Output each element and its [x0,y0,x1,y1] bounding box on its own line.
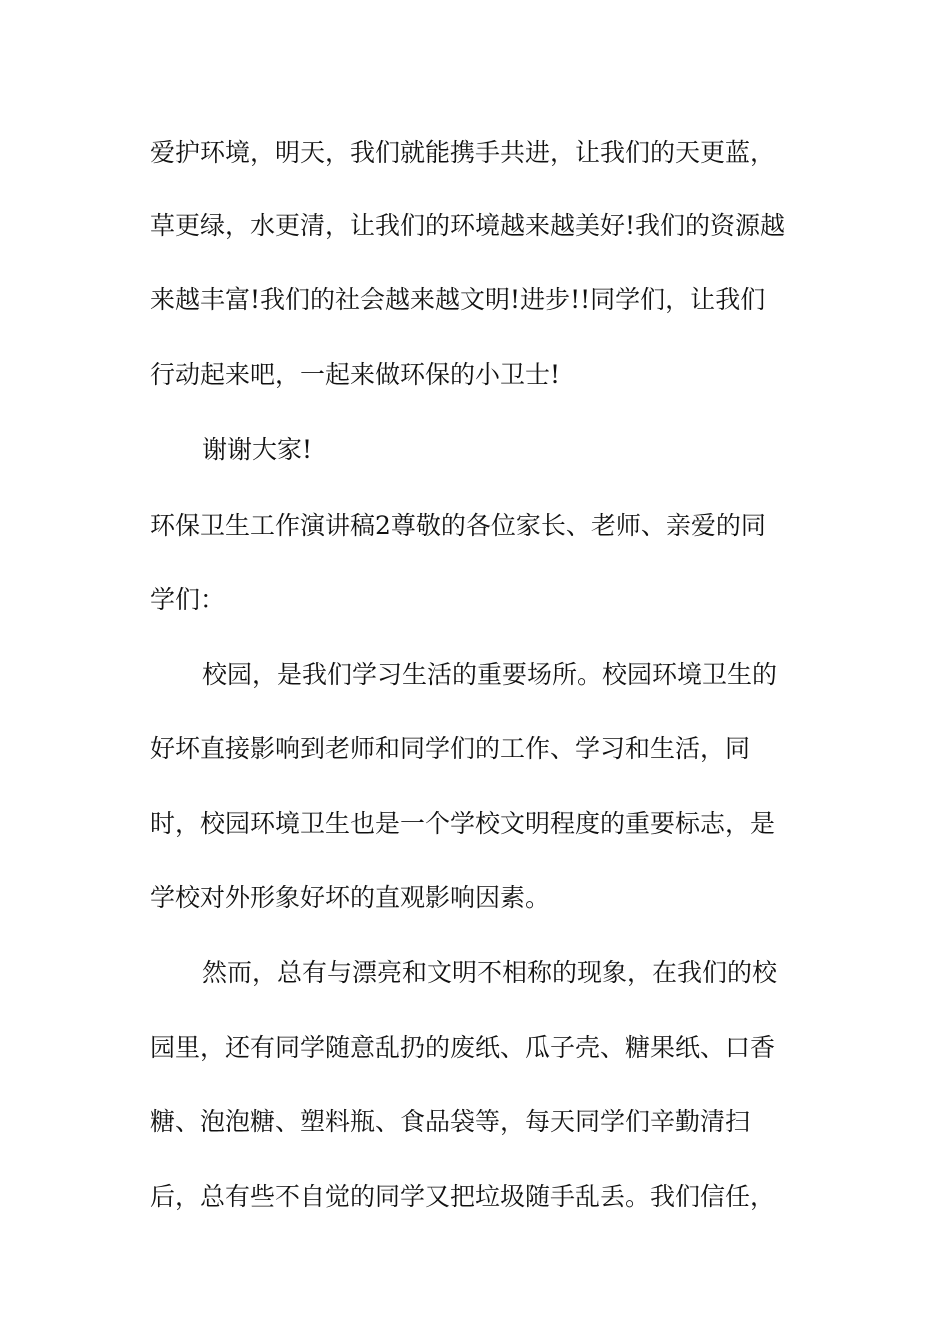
text-line-9: 好坏直接影响到老师和同学们的工作、学习和生活，同 [150,734,751,763]
heading-line: 环保卫生工作演讲稿2尊敬的各位家长、老师、亲爱的同 [150,511,766,540]
text-line-14: 糖、泡泡糖、塑料瓶、食品袋等，每天同学们辛勤清扫 [150,1107,751,1136]
text-line-4: 行动起来吧，一起来做环保的小卫士! [150,360,561,389]
text-line-7: 学们： [150,585,226,614]
text-line-15: 后，总有些不自觉的同学又把垃圾随手乱丢。我们信任， [150,1182,776,1211]
text-line-5: 谢谢大家! [202,435,313,464]
text-line-8: 校园，是我们学习生活的重要场所。校园环境卫生的 [202,660,778,689]
text-line-12: 然而，总有与漂亮和文明不相称的现象，在我们的校 [202,958,778,987]
text-line-10: 时，校园环境卫生也是一个学校文明程度的重要标志，是 [150,809,776,838]
text-line-2: 草更绿，水更清，让我们的环境越来越美好!我们的资源越 [150,211,786,240]
text-line-13: 园里，还有同学随意乱扔的废纸、瓜子壳、糖果纸、口香 [150,1033,776,1062]
text-line-3: 来越丰富!我们的社会越来越文明!进步!!同学们，让我们 [150,285,766,314]
text-line-1: 爱护环境，明天，我们就能携手共进，让我们的天更蓝， [150,138,776,167]
text-line-11: 学校对外形象好坏的直观影响因素。 [150,883,551,912]
